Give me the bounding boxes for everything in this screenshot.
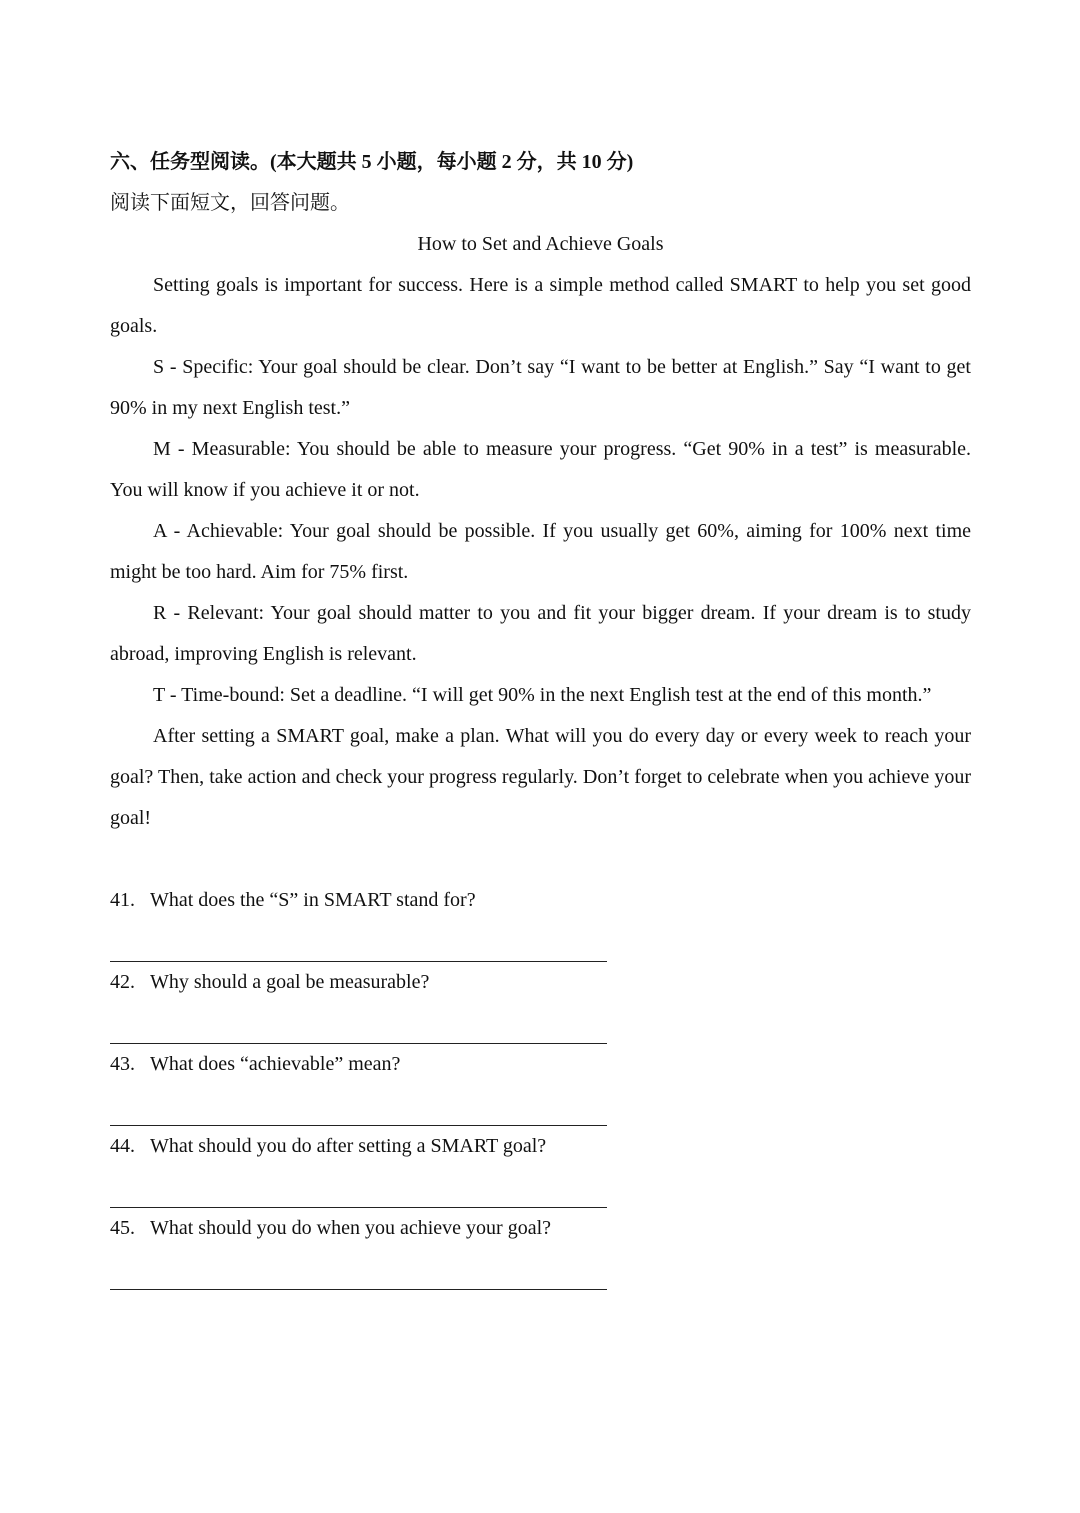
answer-line[interactable]: [110, 1167, 607, 1208]
question-prompt: Why should a goal be measurable?: [150, 971, 430, 993]
passage-paragraph-conclusion: After setting a SMART goal, make a plan. What will you do every day or every week to reach your goal? Then, take action and check your progress regularly. Don’t forget to celebrate when you achieve your goal!: [110, 725, 971, 829]
question-number: 41.: [110, 889, 135, 911]
question-text: [110, 1044, 971, 1085]
question-item: [110, 1044, 971, 1126]
section-heading: 六、任务型阅读。(本大题共 5 小题，每小题 2 分，共 10 分): [110, 151, 634, 173]
question-number: 44.: [110, 1135, 135, 1157]
section-instruction: 阅读下面短文，回答问题。: [110, 192, 350, 214]
passage-paragraph-specific: S - Specific: Your goal should be clear. Don’t say “I want to be better at English.” Say “I want to get 90% in my next English test.”: [110, 356, 971, 419]
question-item: [110, 880, 971, 962]
question-item: [110, 1126, 971, 1208]
question-prompt: What does “achievable” mean?: [150, 1053, 401, 1075]
passage-paragraph-achievable: A - Achievable: Your goal should be possible. If you usually get 60%, aiming for 100% next time might be too hard. Aim for 75% first.: [110, 520, 971, 583]
question-text: [110, 962, 971, 1003]
passage-body: [110, 265, 971, 839]
question-text: [110, 1208, 971, 1249]
answer-line[interactable]: [110, 1249, 607, 1290]
question-prompt: What should you do when you achieve your goal?: [150, 1217, 552, 1239]
question-number: 43.: [110, 1053, 135, 1075]
passage-paragraph-measurable: M - Measurable: You should be able to measure your progress. “Get 90% in a test” is measurable. You will know if you achieve it or not.: [110, 438, 971, 501]
question-text: [110, 880, 971, 921]
question-prompt: What does the “S” in SMART stand for?: [150, 889, 476, 911]
answer-line[interactable]: [110, 1003, 607, 1044]
passage-paragraph-time-bound: T - Time-bound: Set a deadline. “I will get 90% in the next English test at the end of this month.”: [153, 684, 932, 706]
passage-paragraph-relevant: R - Relevant: Your goal should matter to you and fit your bigger dream. If your dream is to study abroad, improving English is relevant.: [110, 602, 971, 665]
passage-title: How to Set and Achieve Goals: [417, 233, 664, 255]
question-text: [110, 1126, 971, 1167]
exam-page: [110, 142, 971, 1290]
question-number: 42.: [110, 971, 135, 993]
answer-line[interactable]: [110, 1085, 607, 1126]
question-number: 45.: [110, 1217, 135, 1239]
question-item: [110, 962, 971, 1044]
answer-line[interactable]: [110, 921, 607, 962]
question-item: [110, 1208, 971, 1290]
question-prompt: What should you do after setting a SMART goal?: [150, 1135, 547, 1157]
question-list: [110, 880, 971, 1290]
passage-paragraph-intro: Setting goals is important for success. Here is a simple method called SMART to help you set good goals.: [110, 274, 971, 337]
